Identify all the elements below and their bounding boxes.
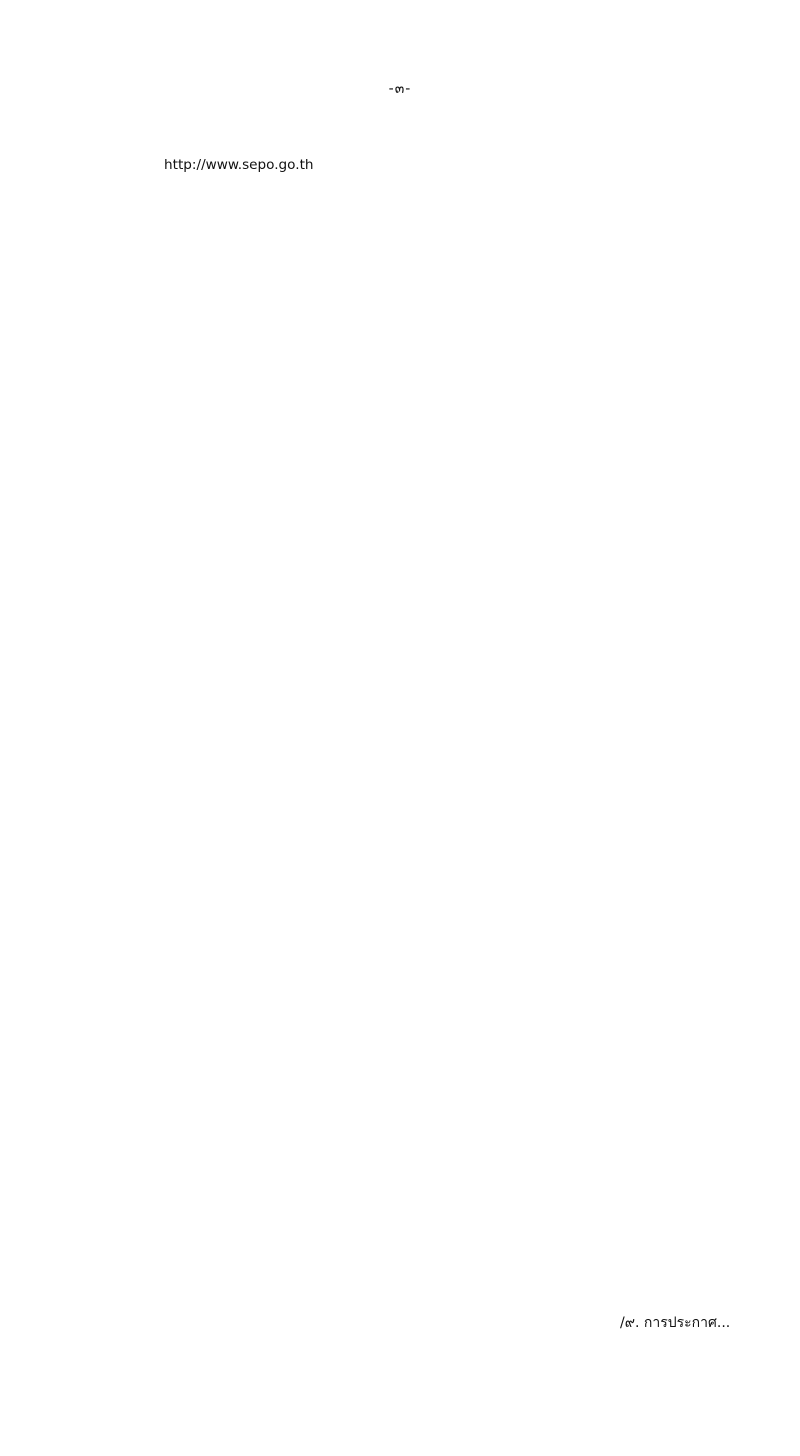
- sepo-website-link[interactable]: http://www.sepo.go.th: [164, 157, 314, 173]
- section-6-heading: [128, 120, 780, 150]
- section-8-heading: [128, 258, 780, 288]
- continuation-note: /๙. การประกาศ...: [620, 1315, 731, 1331]
- page-number: -๓-: [388, 81, 412, 97]
- section-7-heading: [128, 204, 780, 234]
- section-6-paragraph: [110, 150, 780, 180]
- section-7: [110, 204, 780, 234]
- section-6: [110, 120, 780, 180]
- section-8: [110, 258, 780, 288]
